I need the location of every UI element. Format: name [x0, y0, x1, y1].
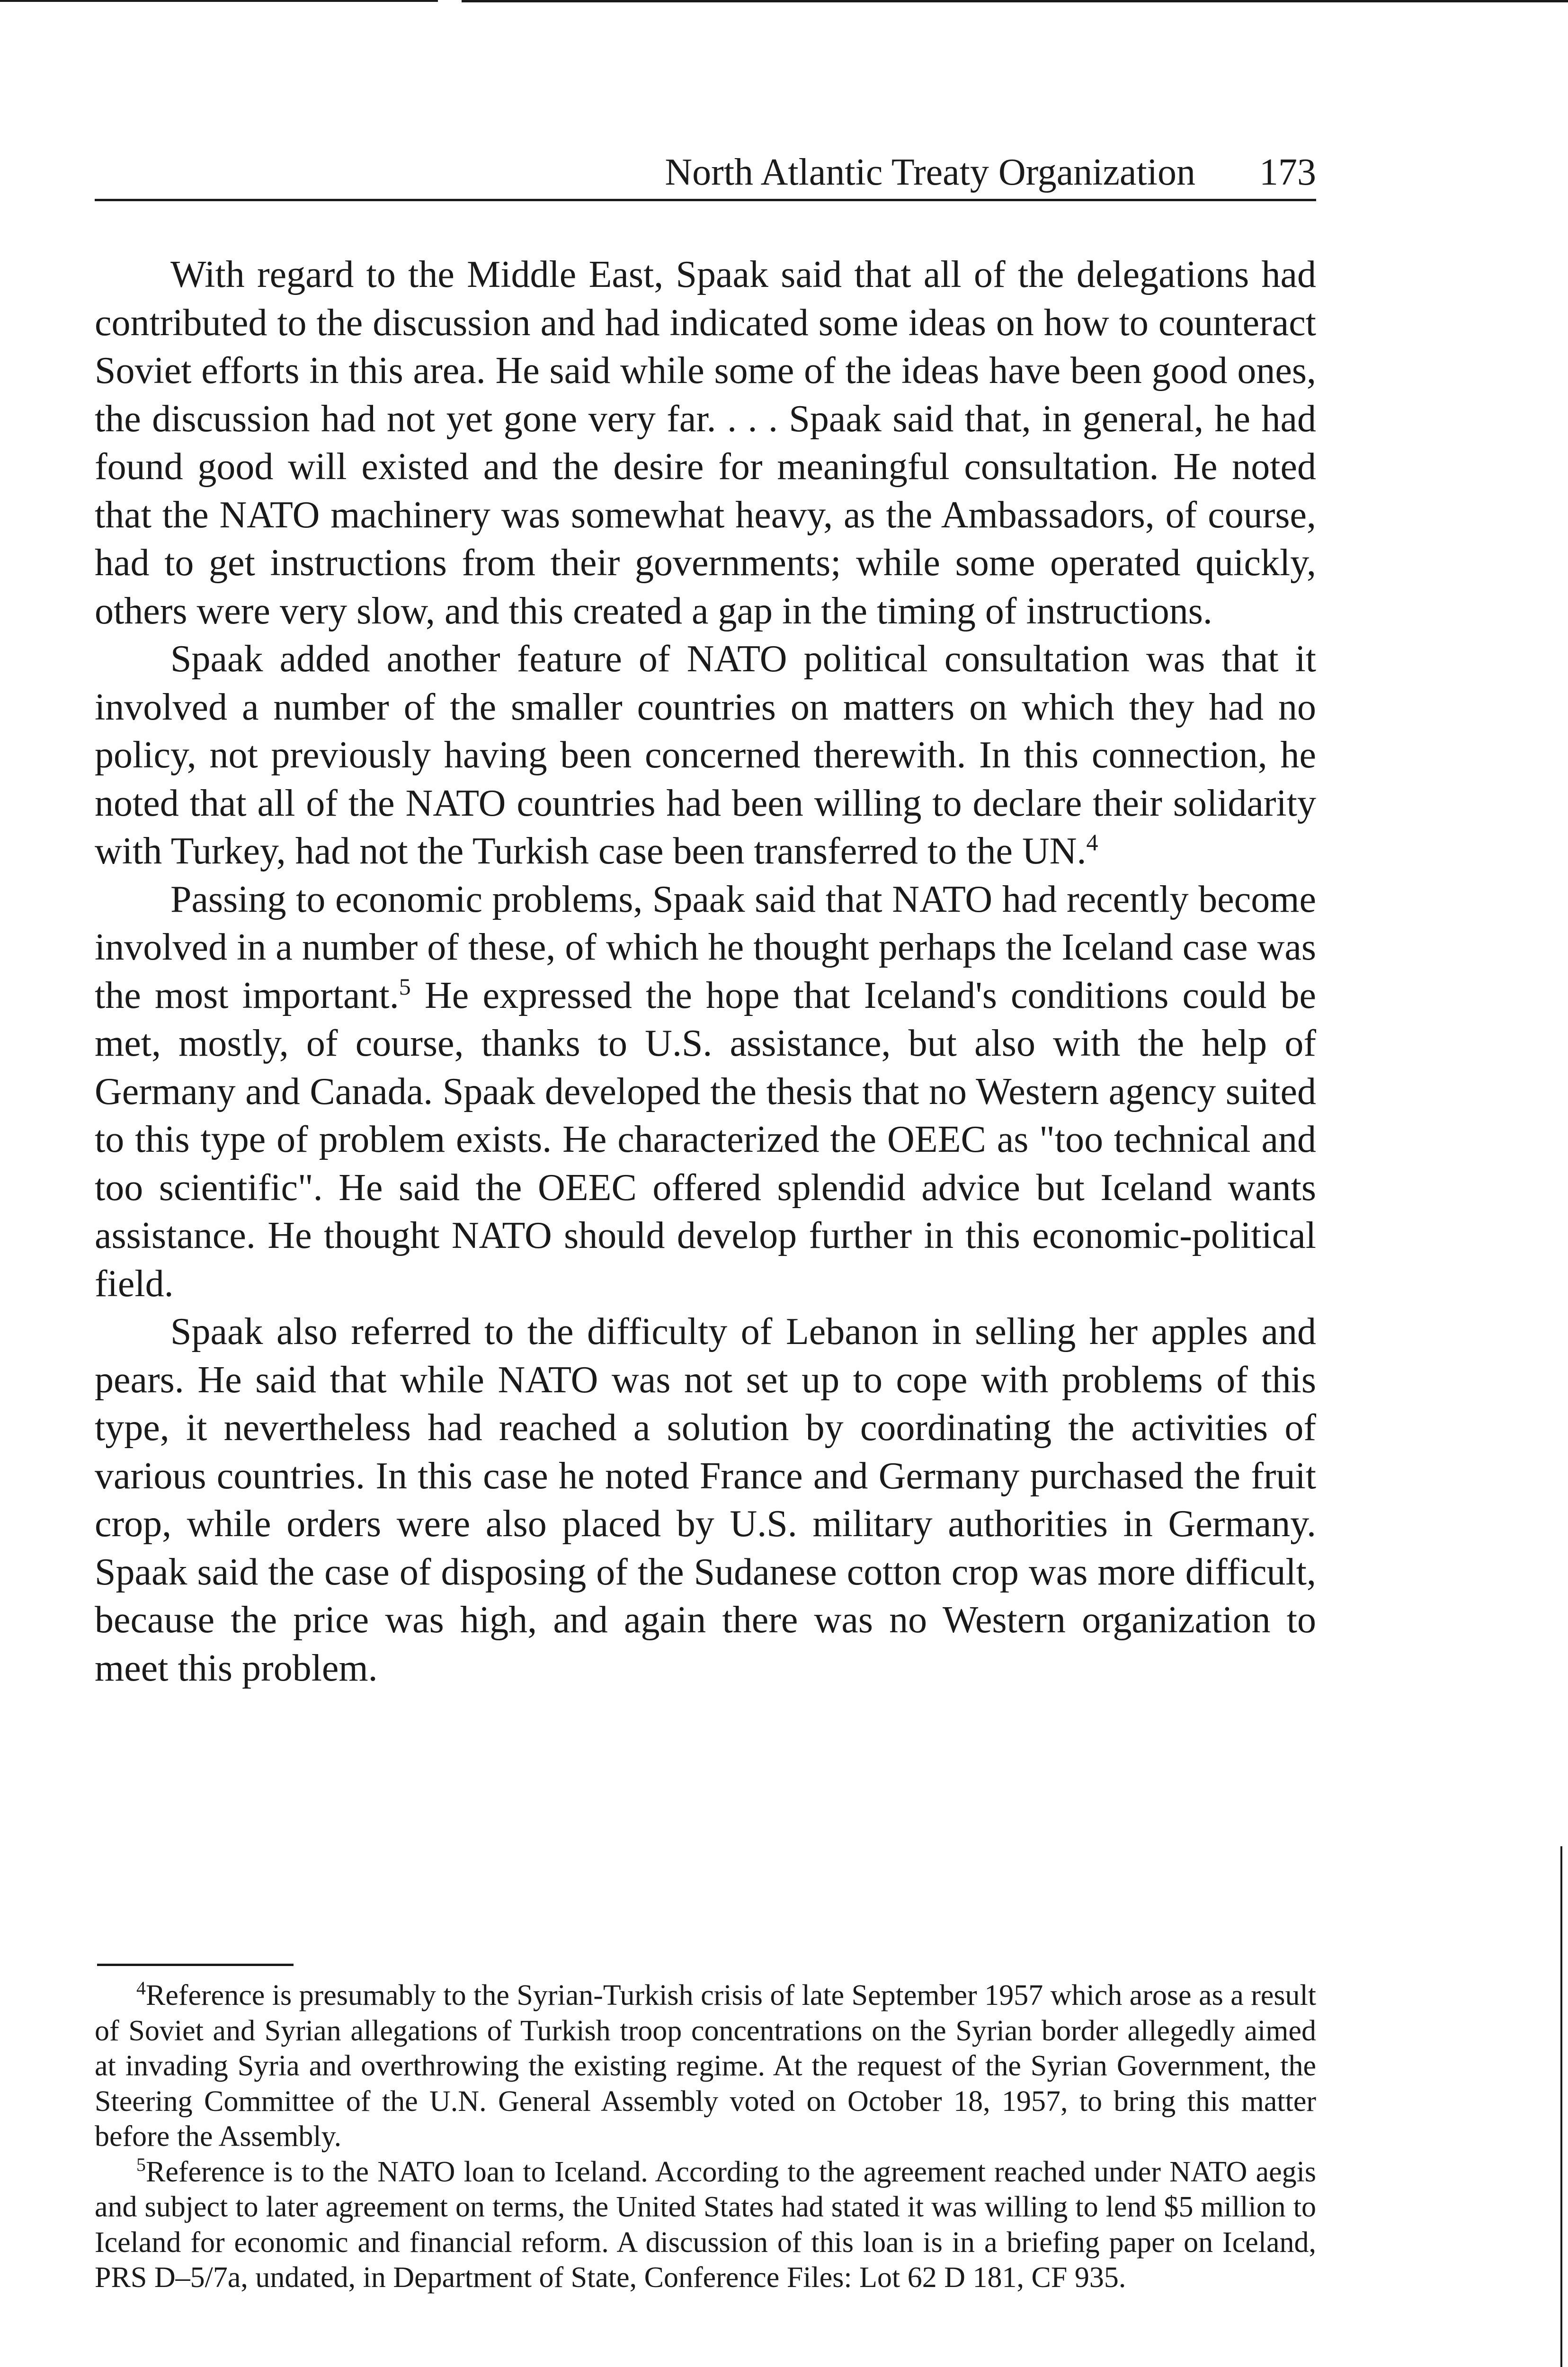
- footnote-5: [95, 2154, 1316, 2296]
- paragraph-lebanon: Spaak also referred to the difficulty of Lebanon in selling her apples and pears. He said that while NATO was not set up to cope with problems of this type, it nevertheless had reached a solution by coordinating the activities of various countries. In this case he noted France and Germany purchased the fruit crop, while orders were also placed by U.S. military authorities in Germany. Spaak said the case of disposing of the Sudanese cotton crop was more difficult, because the price was high, and again there was no Western organization to meet this problem.: [95, 1311, 1316, 1689]
- footnote-rule: [97, 1964, 294, 1966]
- footnote-4: [95, 1978, 1316, 2154]
- paragraph-middle-east: With regard to the Middle East, Spaak said that all of the delegations had contributed to the discussion and had indicated some ideas on how to counteract Soviet efforts in this area. He said while some of the ideas have been good ones, the discussion had not yet gone very far. . . . Spaak said that, in general, he had found good will existed and the desire for meaningful consultation. He noted that the NATO machinery was somewhat heavy, as the Ambassadors, of course, had to get instructions from their governments; while some operated quickly, others were very slow, and this created a gap in the timing of instructions.: [95, 254, 1316, 632]
- footnote-text: Reference is presumably to the Syrian-Turkish crisis of late September 1957 which arose as a result of Soviet and Syrian allegations of Turkish troop concentrations on the Syrian border allegedly aimed at invading Syria and overthrowing the existing regime. At the request of the Syrian Government, the Steering Committee of the U.N. General Assembly voted on October 18, 1957, to bring this matter before the Assembly.: [95, 1979, 1316, 2153]
- page-number: 173: [1259, 151, 1316, 193]
- footnotes: [95, 1978, 1316, 2296]
- footnote-reference-4: 4: [1086, 829, 1098, 855]
- paragraph-economic-problems: [95, 876, 1316, 1308]
- scan-edge-line-top-right: [462, 0, 1568, 2]
- scan-edge-line-top-left: [0, 0, 438, 2]
- footnote-marker: 5: [136, 2153, 146, 2175]
- paragraph-text: Passing to economic problems, Spaak said that NATO had recently become involved in a number of these, of which he thought perhaps the Iceland case was the most important.: [95, 878, 1316, 1016]
- footnote-marker: 4: [136, 1977, 146, 1999]
- footnote-text: Reference is to the NATO loan to Iceland. According to the agreement reached under NATO aegis and subject to later agreement on terms, the United States had stated it was willing to lend $5 million to Iceland for economic and financial reform. A discussion of this loan is in a briefing paper on Iceland, PRS D–5/7a, undated, in Department of State, Conference Files: Lot 62 D 181, CF 935.: [95, 2155, 1316, 2294]
- paragraph-text: He expressed the hope that Iceland's conditions could be met, mostly, of course, thanks to U.S. assistance, but also with the help of Germany and Canada. Spaak developed the thesis that no Western agency suited to this type of problem exists. He characterized the OEEC as "too technical and too scientific". He said the OEEC offered splendid advice but Iceland wants assistance. He thought NATO should develop further in this economic-political field.: [95, 974, 1316, 1305]
- scan-edge-line-right: [1560, 1846, 1562, 2367]
- body-text: [95, 251, 1316, 1692]
- paragraph-text: Spaak added another feature of NATO political consultation was that it involved a number of the smaller countries on matters on which they had no policy, not previously having been concerned therewith. In this connection, he noted that all of the NATO countries had been willing to declare their solidarity with Turkey, had not the Turkish case been transferred to the UN.: [95, 638, 1316, 872]
- running-head-title: North Atlantic Treaty Organization: [665, 151, 1195, 193]
- footnote-reference-5: 5: [399, 973, 411, 1000]
- running-head: [95, 151, 1316, 201]
- paragraph-political-consultation: [95, 635, 1316, 876]
